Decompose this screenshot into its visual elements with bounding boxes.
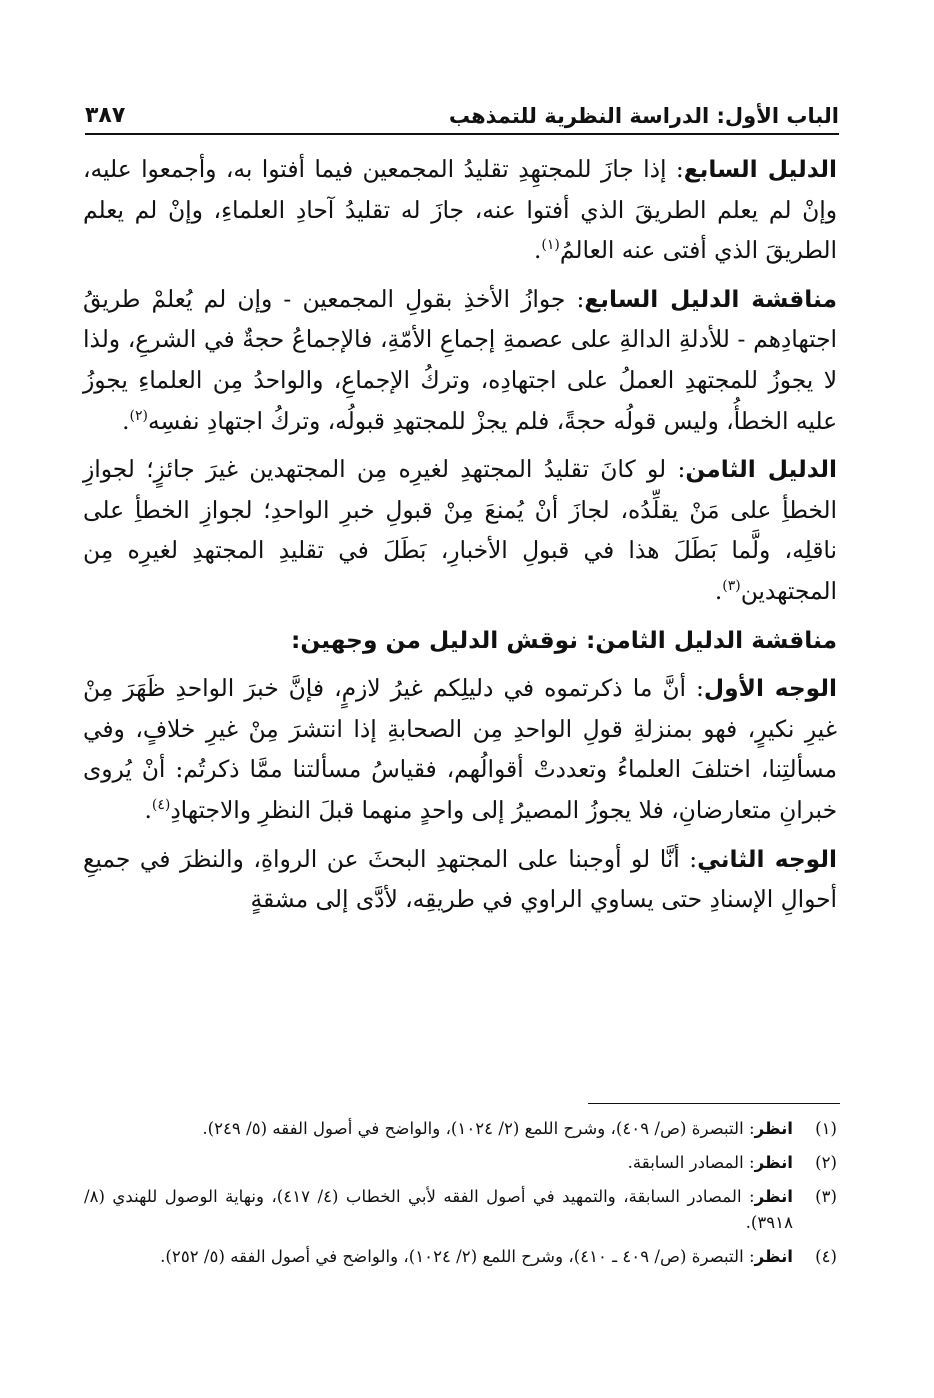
footnote-body <box>84 1150 793 1176</box>
footnote-text: : المصادر السابقة. <box>627 1153 755 1172</box>
footnote-label: انظر <box>754 1119 793 1138</box>
footnote-number: (١) <box>815 1119 837 1138</box>
footnote-text: : التبصرة (ص/ ٤٠٩)، وشرح اللمع (٢/ ١٠٢٤)، والواضح في أصول الفقه (٥/ ٢٤٩). <box>202 1119 755 1138</box>
paragraph-text: : إذا جازَ للمجتهِدِ تقليدُ المجمعين فيما أفتوا به، وأجمعوا عليه، وإنْ لم يعلم الطريقَ الذي أفتوا عنه، جازَ له تقليدُ آحادِ العلماءِ، وإنْ لم يعلم الطريقَ الذي أفتى عنه العالمُ <box>83 156 837 265</box>
paragraph-evidence-eight <box>83 450 837 612</box>
footnote-reference[interactable]: (٣) <box>722 578 741 595</box>
paragraph-end: . <box>714 577 723 605</box>
paragraph-end: . <box>534 237 542 265</box>
footnote-item <box>84 1184 837 1236</box>
paragraph-heading: الدليل الثامن <box>685 456 837 484</box>
footnotes <box>84 1116 837 1278</box>
footnote-item <box>84 1116 837 1142</box>
footnote-label: انظر <box>754 1153 793 1172</box>
header-rule <box>85 133 839 135</box>
footnote-reference[interactable]: (٤) <box>151 797 171 814</box>
footnote-item <box>84 1150 837 1176</box>
paragraph-end: . <box>122 407 130 435</box>
paragraph-heading: الوجه الأول <box>703 675 837 703</box>
paragraph-discussion-eight <box>83 621 837 662</box>
footnote-number: (٢) <box>815 1153 837 1172</box>
footnote-item <box>84 1244 837 1270</box>
footnote-body <box>84 1116 793 1142</box>
footnote-number: (٣) <box>815 1187 837 1206</box>
paragraph-first-aspect <box>83 669 837 831</box>
paragraph-discussion-seven <box>83 280 837 442</box>
footnote-number: (٤) <box>815 1247 837 1266</box>
running-header <box>85 96 839 130</box>
paragraph-end: . <box>144 796 152 824</box>
footnote-label: انظر <box>754 1247 793 1266</box>
main-text <box>83 150 837 929</box>
paragraph-heading: الوجه الثاني <box>697 845 837 873</box>
footnote-body <box>84 1244 793 1270</box>
running-title: الباب الأول: الدراسة النظرية للتمذهب <box>448 104 839 128</box>
paragraph-heading: مناقشة الدليل السابع <box>584 285 837 313</box>
footnote-separator <box>588 1103 840 1104</box>
paragraph-text: : لو كانَ تقليدُ المجتهدِ لغيرِه مِن المجتهدين غيرَ جائزٍ؛ لجوازِ الخطأِ على مَنْ يقلِّدُه، لجازَ أنْ يُمنعَ مِنْ قبولِ خبرِ الواحدِ؛ لجوازِ الخطأِ على ناقلِه، ولَّما بَطَلَ هذا في قبولِ الأخبارِ، بَطَلَ في تقليدِ المجتهدِ لغيرِه مِن المجتهدين <box>83 456 837 605</box>
paragraph-text: : أنَّ ما ذكرتموه في دليلِكم غيرُ لازمٍ، فإنَّ خبرَ الواحدِ ظَهَرَ مِنْ غيرِ نكيرٍ، فهو بمنزلةِ قولِ الواحدِ مِن الصحابةِ إذا انتشرَ مِنْ غيرِ خلافٍ، وفي مسألتِنا، اختلفَ العلماءُ وتعددتْ أقوالُهم، فقياسُ مسألتنا ممَّا ذكرتُم: أنْ يُروى خبرانِ متعارضانِ، فلا يجوزُ المصيرُ إلى واحدٍ منهما قبلَ النظرِ والاجتهادِ <box>83 675 837 824</box>
footnote-body <box>84 1184 793 1236</box>
paragraph-heading: مناقشة الدليل الثامن: نوقش الدليل من وجهين: <box>291 626 837 654</box>
paragraph-second-aspect <box>83 840 837 921</box>
footnote-reference[interactable]: (١) <box>541 237 560 254</box>
footnote-reference[interactable]: (٢) <box>129 407 148 424</box>
footnote-label: انظر <box>754 1187 793 1206</box>
page-number: ٣٨٧ <box>85 103 126 128</box>
footnote-text: : المصادر السابقة، والتمهيد في أصول الفقه لأبي الخطاب (٤/ ٤١٧)، ونهاية الوصول للهندي (٨/ ٣٩١٨). <box>84 1187 793 1232</box>
paragraph-text: : أنَّا لو أوجبنا على المجتهدِ البحثَ عن الرواةِ، والنظرَ في جميعِ أحوالِ الإسنادِ حتى يساوي الراوي في طريقِه، لأدَّى إلى مشقةٍ <box>83 845 837 914</box>
footnote-text: : التبصرة (ص/ ٤٠٩ ـ ٤١٠)، وشرح اللمع (٢/ ١٠٢٤)، والواضح في أصول الفقه (٥/ ٢٥٢). <box>160 1247 755 1266</box>
paragraph-evidence-seven <box>83 150 837 272</box>
paragraph-heading: الدليل السابع <box>683 156 837 183</box>
paragraph-text: : جوازُ الأخذِ بقولِ المجمعين - وإن لم يُعلمْ طريقُ اجتهادِهم - للأدلةِ الدالةِ على عصمةِ إجماعِ الأمّةِ، فالإجماعُ حجةٌ في الشرعِ، ولذا لا يجوزُ للمجتهدِ العملُ على اجتهادِه، وتركُ الإجماعِ، والواحدُ مِن العلماءِ يجوزُ عليه الخطأُ، وليس قولُه حجةً، فلم يجزْ للمجتهدِ قبولُه، وتركُ اجتهادِ نفسِه <box>83 285 837 435</box>
